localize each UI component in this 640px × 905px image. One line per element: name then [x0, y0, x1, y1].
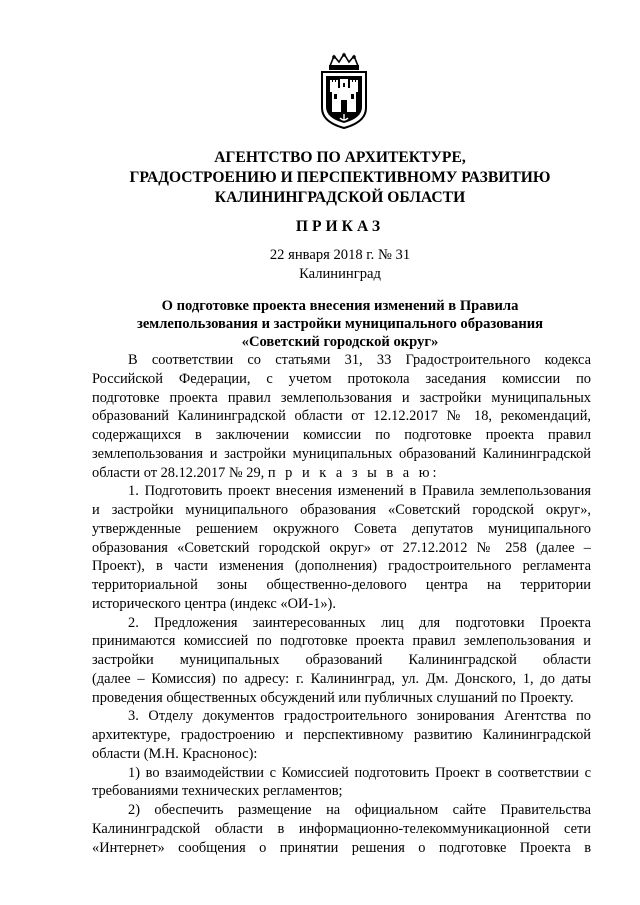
- order-subject: [60, 297, 620, 351]
- order-word: п р и к а з ы в а ю:: [267, 464, 440, 481]
- agency-line: АГЕНТСТВО ПО АРХИТЕКТУРЕ,: [214, 149, 466, 166]
- order-body: [92, 351, 591, 857]
- body-line: образования «Советский городской округ» от 27.12.2012 № 258 (далее –: [92, 539, 591, 556]
- agency-line: ГРАДОСТРОЕНИЮ И ПЕРСПЕКТИВНОМУ РАЗВИТИЮ: [129, 169, 551, 186]
- date-number: 22 января 2018 г. № 31: [269, 247, 411, 263]
- subject-line: «Советский городской округ»: [241, 334, 439, 350]
- body-line: землепользования и застройки муниципальных образований Калининградской: [92, 445, 591, 462]
- body-line: 2) обеспечить размещение на официальном сайте Правительства: [128, 802, 591, 818]
- body-line: образований Калининградской области от 12.12.2017 № 18, рекомендаций,: [92, 408, 591, 425]
- body-line: и застройки муниципального образования «Советский городской округ»,: [92, 502, 591, 518]
- body-line: 3. Отделу документов градостроительного зонирования Агентства по: [128, 708, 591, 725]
- body-line-order: [92, 464, 591, 483]
- subject-line: О подготовке проекта внесения изменений в Правила: [161, 298, 519, 314]
- body-line: застройки муниципальных образований Калининградской области: [92, 652, 591, 668]
- body-line: Проект), в части изменения (дополнения) градостроительного регламента: [92, 558, 591, 575]
- subject-line: землепользования и застройки муниципального образования: [136, 316, 544, 332]
- body-line: В соответствии со статьями 31, 33 Градостроительного кодекса: [128, 352, 591, 368]
- body-line: принимаются комиссией по подготовке проекта правил землепользования и: [92, 633, 591, 650]
- body-line: территориальной зоны общественно-делового центра на территории: [92, 577, 591, 593]
- body-line: подготовке проекта правил землепользования и застройки муниципальных: [92, 389, 591, 406]
- body-line: 1. Подготовить проект внесения изменений в Правила землепользования: [128, 483, 591, 500]
- body-line: исторического центра (индекс «ОИ-1»).: [92, 595, 336, 612]
- body-line: «Интернет» сообщения о принятии решения о подготовке Проекта в: [92, 839, 591, 856]
- body-line: требованиями технических регламентов;: [92, 783, 343, 800]
- body-line: утвержденные решением окружного Совета депутатов муниципального: [92, 520, 591, 537]
- body-line: 2. Предложения заинтересованных лиц для подготовки Проекта: [128, 614, 591, 631]
- date-block: [60, 246, 620, 284]
- body-line: Российской Федерации, с учетом протокола заседания комиссии по: [92, 370, 591, 387]
- body-line: 1) во взаимодействии с Комиссией подготовить Проект в соответствии с: [128, 764, 591, 781]
- coat-of-arms-icon: [318, 52, 370, 130]
- document-type: ПРИКАЗ: [295, 218, 385, 235]
- body-line: области от 28.12.2017 № 29,: [92, 464, 265, 481]
- agency-name: [60, 148, 620, 208]
- agency-line: КАЛИНИНГРАДСКОЙ ОБЛАСТИ: [214, 189, 466, 206]
- body-line: проведения общественных обсуждений или публичных слушаний по Проекту.: [92, 689, 574, 706]
- body-line: Калининградской области в информационно-телекоммуникационной сети: [92, 820, 591, 837]
- body-line: области (М.Н. Краснонос):: [92, 745, 258, 762]
- city: Калининград: [299, 266, 381, 282]
- body-line: архитектуре, градостроению и перспективному развитию Калининградской: [92, 727, 591, 743]
- body-line: (далее – Комиссия) по адресу: г. Калининград, ул. Дм. Донского, 1, до даты: [92, 670, 591, 687]
- body-line: содержащихся в заключении комиссии по подготовке проекта правил: [92, 427, 591, 443]
